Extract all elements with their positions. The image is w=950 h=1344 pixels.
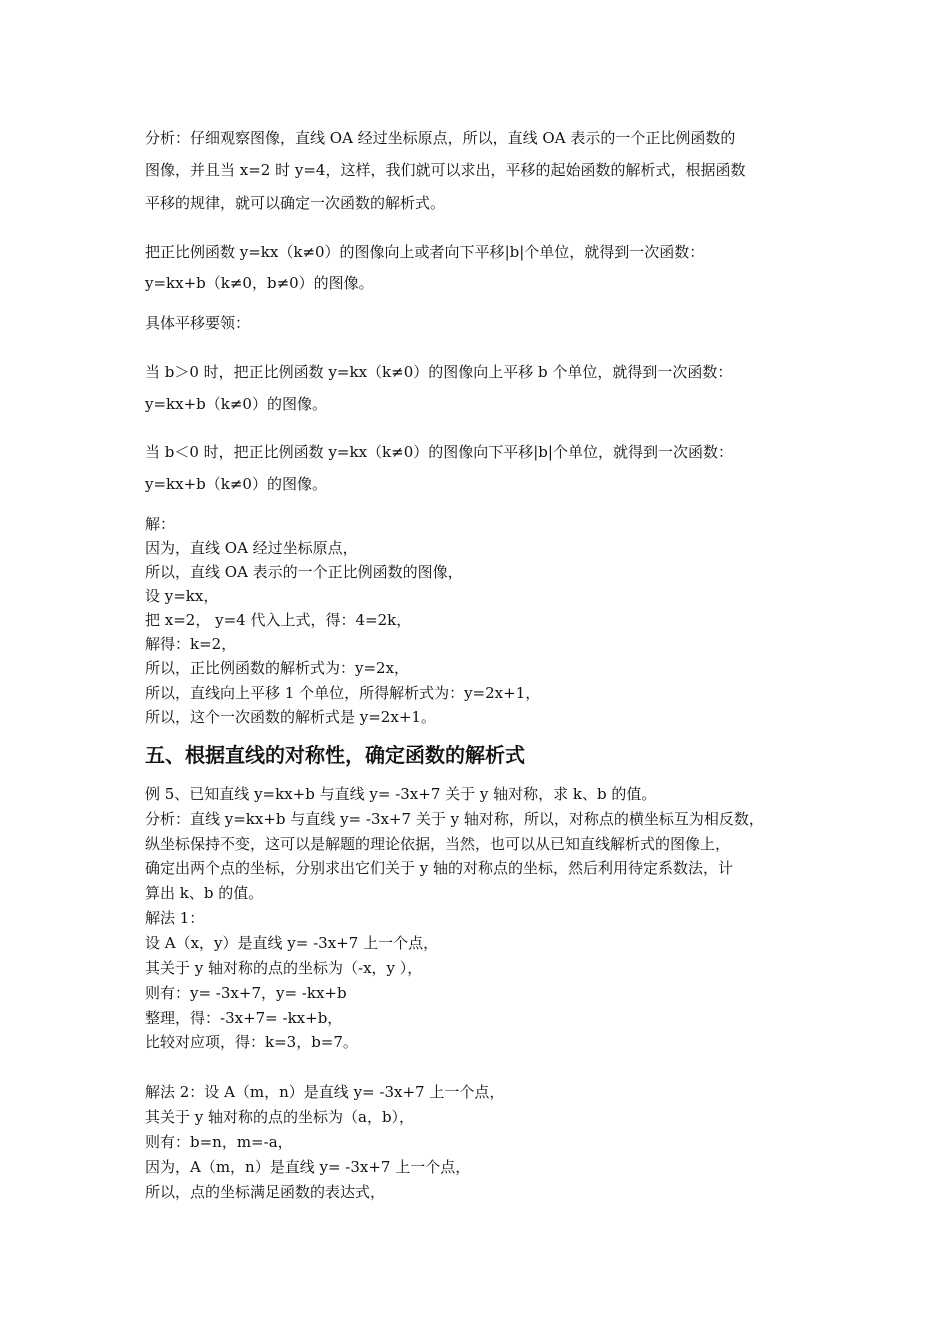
example5-line-1: 例 5、已知直线 y=kx+b 与直线 y= -3x+7 关于 y 轴对称，求 k、b 的值。 [145,785,657,803]
example5-line-10: 整理，得：-3x+7= -kx+b， [145,1009,343,1027]
solution-line-4: 设 y=kx， [145,587,219,605]
case-negative-line-2: y=kx+b（k≠0）的图像。 [145,475,327,493]
method2-line-1: 解法 2：设 A（m，n）是直线 y= -3x+7 上一个点， [145,1083,505,1101]
method2-line-4: 因为，A（m，n）是直线 y= -3x+7 上一个点， [145,1158,471,1176]
example5-line-9: 则有：y= -3x+7，y= -kx+b [145,984,347,1002]
solution-line-8: 所以，直线向上平移 1 个单位，所得解析式为：y=2x+1， [145,684,541,702]
solution-line-5: 把 x=2， y=4 代入上式，得：4=2k， [145,611,412,629]
analysis-line-2: 图像，并且当 x=2 时 y=4，这样，我们就可以求出，平移的起始函数的解析式，根据函数 [145,161,746,179]
example5-line-7: 设 A（x，y）是直线 y= -3x+7 上一个点， [145,934,439,952]
rule-line-1: 把正比例函数 y=kx（k≠0）的图像向上或者向下平移|b|个单位，就得到一次函数： [145,243,705,261]
method2-line-2: 其关于 y 轴对称的点的坐标为（a，b）， [145,1108,415,1126]
example5-line-3: 纵坐标保持不变，这可以是解题的理论依据，当然，也可以从已知直线解析式的图像上， [145,835,731,853]
solution-line-6: 解得：k=2， [145,635,237,653]
example5-line-6: 解法 1： [145,909,205,927]
example5-line-11: 比较对应项，得：k=3，b=7。 [145,1033,358,1051]
case-positive-line-1: 当 b＞0 时，把正比例函数 y=kx（k≠0）的图像向上平移 b 个单位，就得到一次函数： [145,363,733,381]
case-negative-line-1: 当 b＜0 时，把正比例函数 y=kx（k≠0）的图像向下平移|b|个单位，就得到一次函数： [145,443,733,461]
method2-line-3: 则有：b=n，m=-a， [145,1133,293,1151]
solution-line-2: 因为，直线 OA 经过坐标原点， [145,539,358,557]
solution-line-3: 所以，直线 OA 表示的一个正比例函数的图像， [145,563,463,581]
steps-title: 具体平移要领： [145,314,251,332]
example5-line-4: 确定出两个点的坐标，分别求出它们关于 y 轴的对称点的坐标，然后利用待定系数法，计 [145,859,734,877]
method2-line-5: 所以，点的坐标满足函数的表达式， [145,1183,386,1201]
analysis-line-1: 分析：仔细观察图像，直线 OA 经过坐标原点，所以，直线 OA 表示的一个正比例函数的 [145,129,736,147]
solution-line-9: 所以，这个一次函数的解析式是 y=2x+1。 [145,708,436,726]
rule-line-2: y=kx+b（k≠0，b≠0）的图像。 [145,274,374,292]
section-heading: 五、根据直线的对称性，确定函数的解析式 [145,743,525,767]
analysis-line-3: 平移的规律，就可以确定一次函数的解析式。 [145,194,446,212]
example5-line-2: 分析：直线 y=kx+b 与直线 y= -3x+7 关于 y 轴对称，所以，对称点的横坐标互为相反数， [145,810,764,828]
case-positive-line-2: y=kx+b（k≠0）的图像。 [145,395,327,413]
solution-line-1: 解： [145,515,176,533]
example5-line-8: 其关于 y 轴对称的点的坐标为（-x，y ）， [145,959,423,977]
example5-line-5: 算出 k、b 的值。 [145,884,264,902]
solution-line-7: 所以，正比例函数的解析式为：y=2x， [145,659,410,677]
